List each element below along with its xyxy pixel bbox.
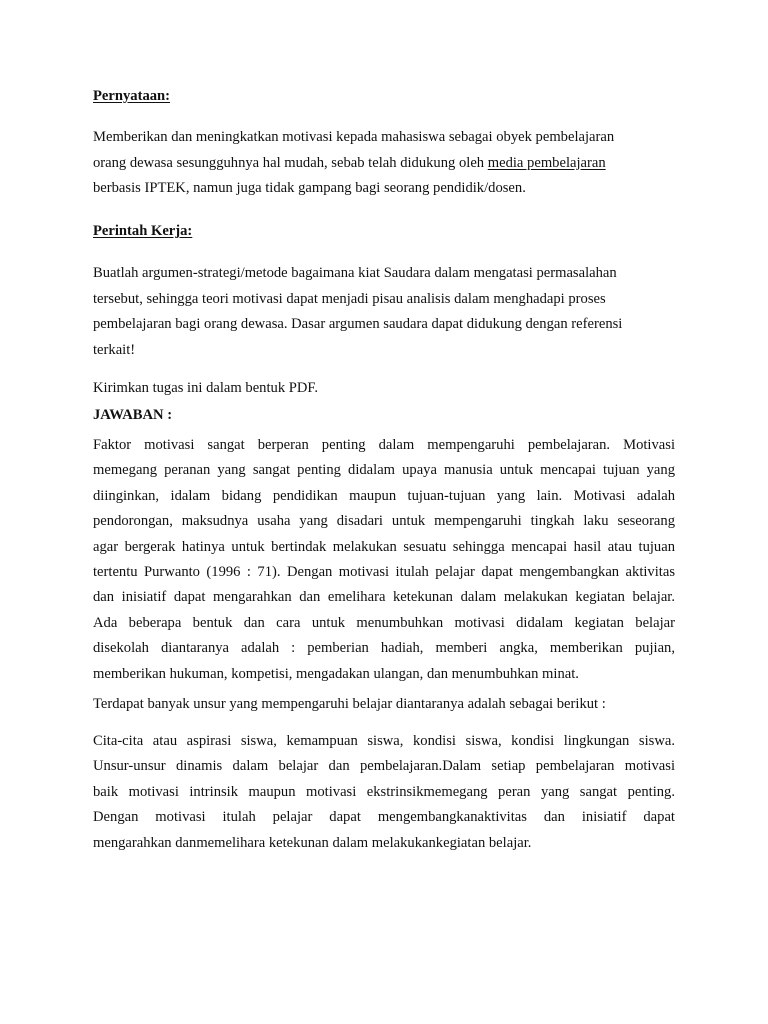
heading-jawaban: JAWABAN :: [93, 407, 173, 423]
jawaban-p3-line-5: mengarahkan danmemelihara ketekunan dalam melakukankegiatan belajar.: [93, 834, 532, 851]
jawaban-p1-line-10: memberikan hukuman, kompetisi, mengadakan ulangan, dan menumbuhkan minat.: [93, 665, 579, 682]
media-pembelajaran-underlined: media pembelajaran: [487, 154, 606, 171]
perintah-line-1: Buatlah argumen-strategi/metode bagaimana kiat Saudara dalam mengatasi permasalahan: [93, 265, 617, 281]
jawaban-p1-line-3: diinginkan, idalam bidang pendidikan maupun tujuan-tujuan yang lain. Motivasi adalah: [93, 487, 675, 504]
jawaban-p1-line-5: agar bergerak hatinya untuk bertindak melakukan sesuatu sehingga mencapai hasil atau tujuan: [93, 538, 675, 555]
perintah-line-4: terkait!: [93, 341, 136, 358]
pernyataan-line-1: Memberikan dan meningkatkan motivasi kepada mahasiswa sebagai obyek pembelajaran: [93, 129, 615, 145]
jawaban-paragraph-1: [93, 433, 675, 687]
heading-pernyataan: Pernyataan:: [93, 88, 171, 104]
jawaban-p1-line-7: dan inisiatif dapat mengarahkan dan emelihara ketekunan dalam melakukan kegiatan belajar.: [93, 589, 675, 606]
pernyataan-paragraph: [93, 125, 614, 202]
jawaban-p1-line-6: tertentu Purwanto (1996 : 71). Dengan motivasi itulah pelajar dapat mengembangkan aktivitas: [93, 563, 675, 580]
jawaban-paragraph-3: [93, 729, 675, 856]
pernyataan-line-2: [93, 151, 614, 177]
perintah-line-2: tersebut, sehingga teori motivasi dapat menjadi pisau analisis dalam menghadapi proses: [93, 290, 606, 307]
jawaban-p3-line-1: Cita-cita atau aspirasi siswa, kemampuan siswa, kondisi siswa, kondisi lingkungan siswa.: [93, 733, 675, 749]
jawaban-p3-line-2: Unsur-unsur dinamis dalam belajar dan pembelajaran.Dalam setiap pembelajaran motivasi: [93, 758, 675, 775]
jawaban-p1-line-2: memegang peranan yang sangat penting didalam upaya manusia untuk mencapai tujuan yang: [93, 462, 675, 479]
jawaban-paragraph-2: Terdapat banyak unsur yang mempengaruhi belajar diantaranya adalah sebagai berikut :: [93, 696, 606, 712]
jawaban-p1-line-8: Ada beberapa bentuk dan cara untuk menumbuhkan motivasi didalam kegiatan belajar: [93, 614, 675, 631]
jawaban-p1-line-4: pendorongan, maksudnya usaha yang disadari untuk mempengaruhi tingkah laku seseorang: [93, 513, 675, 530]
perintah-paragraph: [93, 261, 622, 363]
perintah-line-3: pembelajaran bagi orang dewasa. Dasar argumen saudara dapat didukung dengan referensi: [93, 316, 623, 333]
pernyataan-line-2-text: orang dewasa sesungguhnya hal mudah, sebab telah didukung oleh: [93, 154, 488, 171]
pernyataan-line-3: berbasis IPTEK, namun juga tidak gampang bagi seorang pendidik/dosen.: [93, 180, 526, 197]
jawaban-p3-line-3: baik motivasi intrinsik maupun motivasi ekstrinsikmemegang peran yang sangat penting.: [93, 783, 675, 800]
kirimkan-text: Kirimkan tugas ini dalam bentuk PDF.: [93, 380, 319, 396]
jawaban-p3-line-4: Dengan motivasi itulah pelajar dapat mengembangkanaktivitas dan inisiatif dapat: [93, 809, 675, 826]
heading-perintah-kerja: Perintah Kerja:: [93, 223, 193, 239]
jawaban-p1-line-9: disekolah diantaranya adalah : pemberian hadiah, memberi angka, memberikan pujian,: [93, 640, 675, 657]
jawaban-p1-line-1: Faktor motivasi sangat berperan penting dalam mempengaruhi pembelajaran. Motivasi: [93, 437, 675, 453]
